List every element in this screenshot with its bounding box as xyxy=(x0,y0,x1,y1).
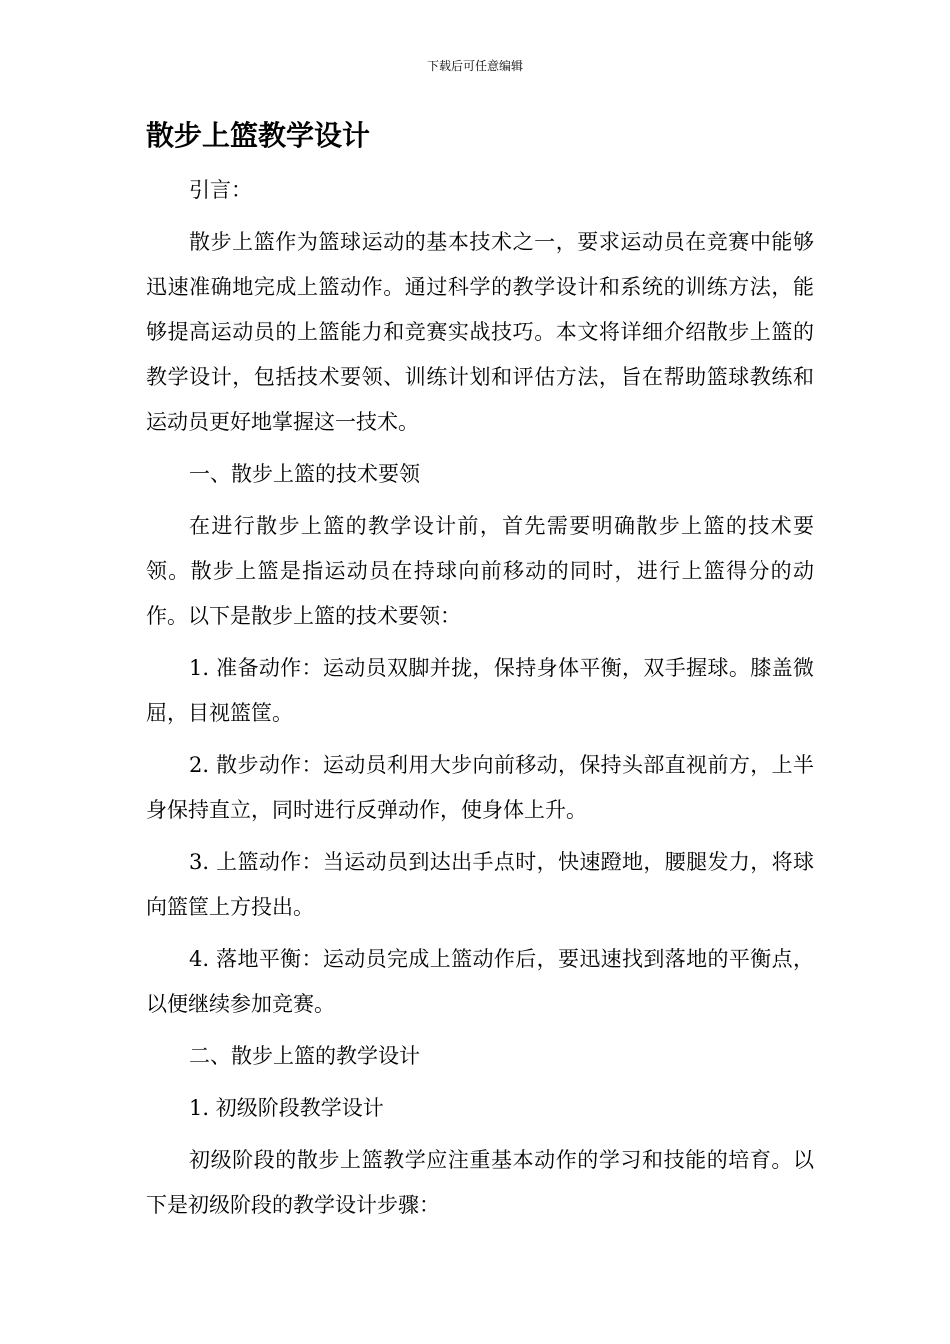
intro-label: 引言： xyxy=(189,178,252,202)
list-item-stride: 2. 散步动作：运动员利用大步向前移动，保持头部直视前方，上半身保持直立，同时进行反弹动作，使身体上升。 xyxy=(146,753,814,822)
document-title: 散步上篮教学设计 xyxy=(146,119,371,152)
technique-intro-paragraph: 在进行散步上篮的教学设计前，首先需要明确散步上篮的技术要领。散步上篮是指运动员在持球向前移动的同时，进行上篮得分的动作。以下是散步上篮的技术要领： xyxy=(146,514,814,628)
page-header-note: 下载后可任意编辑 xyxy=(426,59,523,73)
document-body xyxy=(146,118,814,1235)
list-item-landing: 4. 落地平衡：运动员完成上篮动作后，要迅速找到落地的平衡点，以便继续参加竞赛。 xyxy=(146,947,814,1016)
subsection-heading-beginner: 1. 初级阶段教学设计 xyxy=(189,1096,384,1120)
list-item-layup: 3. 上篮动作：当运动员到达出手点时，快速蹬地，腰腿发力，将球向篮筐上方投出。 xyxy=(146,850,814,919)
list-item-preparation: 1. 准备动作：运动员双脚并拢，保持身体平衡，双手握球。膝盖微屈，目视篮筐。 xyxy=(146,656,814,725)
beginner-paragraph: 初级阶段的散步上篮教学应注重基本动作的学习和技能的培育。以下是初级阶段的教学设计步骤： xyxy=(146,1148,814,1217)
section-heading-technique: 一、散步上篮的技术要领 xyxy=(189,462,420,486)
intro-paragraph: 散步上篮作为篮球运动的基本技术之一，要求运动员在竞赛中能够迅速准确地完成上篮动作。通过科学的教学设计和系统的训练方法，能够提高运动员的上篮能力和竞赛实战技巧。本文将详细介绍散步上篮的教学设计，包括技术要领、训练计划和评估方法，旨在帮助篮球教练和运动员更好地掌握这一技术。 xyxy=(146,230,814,434)
section-heading-design: 二、散步上篮的教学设计 xyxy=(189,1044,420,1068)
